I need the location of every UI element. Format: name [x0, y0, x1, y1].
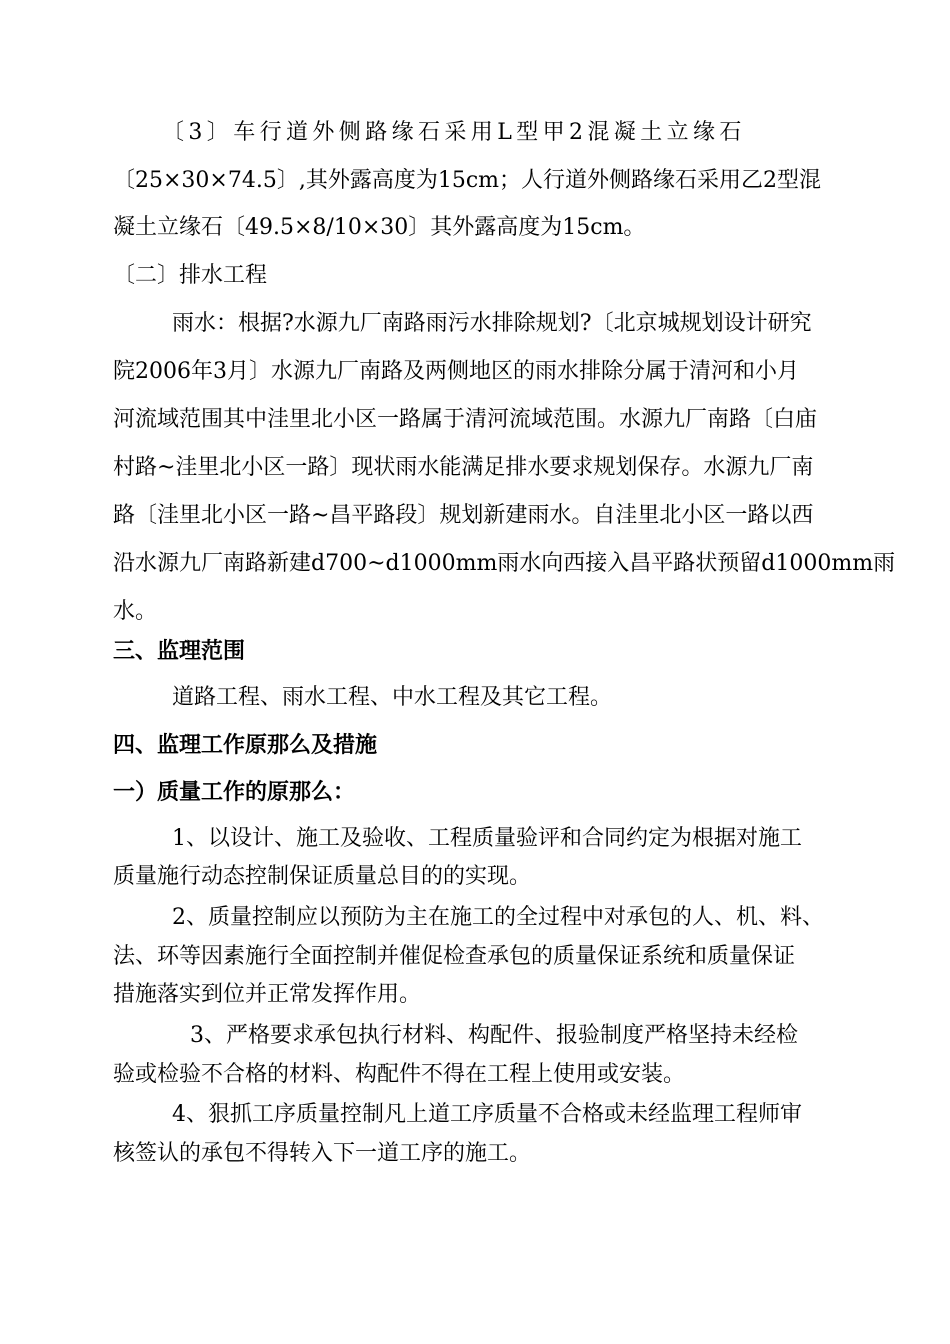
rainwater-line-2: 院2006年3月〕水源九厂南路及两侧地区的雨水排除分属于清河和小月	[113, 359, 799, 384]
item-2-line-1: 2、质量控制应以预防为主在施工的全过程中对承包的人、机、料、	[172, 905, 824, 930]
rainwater-line-1: 雨水：根据?水源九厂南路雨污水排除规划?〔北京城规划设计研究	[172, 311, 812, 336]
subheading-drainage: 〔二〕排水工程	[113, 263, 268, 288]
heading-principles: 四、监理工作原那么及措施	[113, 733, 378, 758]
item-1-line-2: 质量施行动态控制保证质量总目的的实现。	[113, 864, 532, 889]
paragraph-3-line-2: 〔25×30×74.5〕,其外露高度为15cm；人行道外侧路缘石采用乙2型混	[113, 168, 822, 193]
paragraph-3-line-1: 〔3〕车行道外侧路缘石采用L型甲2混凝土立缘石	[162, 120, 746, 145]
item-1-line-1: 1、以设计、施工及验收、工程质量验评和合同约定为根据对施工	[172, 826, 802, 851]
heading-scope: 三、监理范围	[113, 639, 246, 664]
item-3-line-1: 3、严格要求承包执行材料、构配件、报验制度严格坚持未经检	[190, 1023, 798, 1048]
paragraph-scope: 道路工程、雨水工程、中水工程及其它工程。	[172, 685, 613, 710]
item-4-line-1: 4、狠抓工序质量控制凡上道工序质量不合格或未经监理工程师审	[172, 1102, 802, 1127]
rainwater-line-6: 沿水源九厂南路新建d700~d1000mm雨水向西接入昌平路状预留d1000mm雨	[113, 551, 896, 576]
rainwater-line-7: 水。	[113, 599, 158, 624]
item-4-line-2: 核签认的承包不得转入下一道工序的施工。	[113, 1141, 532, 1166]
rainwater-line-3: 河流域范围其中洼里北小区一路属于清河流域范围。水源九厂南路〔白庙	[113, 407, 818, 432]
item-3-line-2: 验或检验不合格的材料、构配件不得在工程上使用或安装。	[113, 1062, 686, 1087]
paragraph-3-line-3: 凝土立缘石〔49.5×8/10×30〕其外露高度为15cm。	[113, 215, 646, 240]
item-2-line-3: 措施落实到位并正常发挥作用。	[113, 982, 422, 1007]
rainwater-line-5: 路〔洼里北小区一路~昌平路段〕规划新建雨水。自洼里北小区一路以西	[113, 503, 814, 528]
heading-quality: 一）质量工作的原那么：	[113, 780, 356, 805]
item-2-line-2: 法、环等因素施行全面控制并催促检查承包的质量保证系统和质量保证	[113, 944, 796, 969]
rainwater-line-4: 村路~洼里北小区一路〕现状雨水能满足排水要求规划保存。水源九厂南	[113, 455, 814, 480]
